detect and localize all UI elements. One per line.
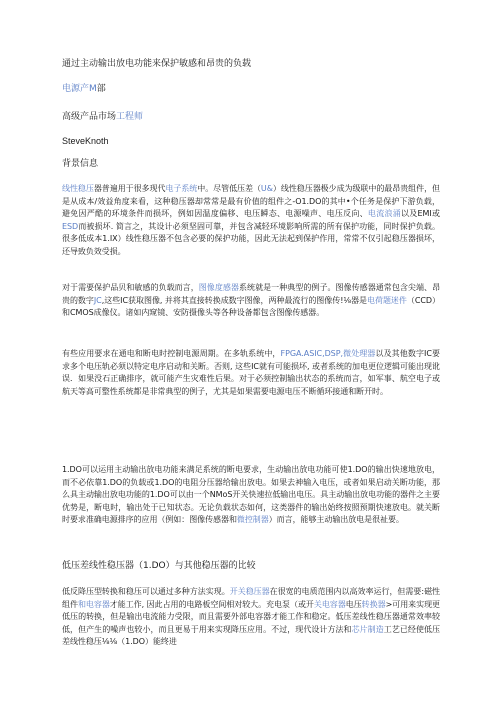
inline-link[interactable]: 电子系统 <box>165 184 198 193</box>
paragraph-text: 器普遍用于很多现代 <box>93 184 166 193</box>
paragraph-text: 在很宽的电质范围内以高效率运行，但需要:磁性组件 <box>62 587 441 609</box>
document-title: 通过主动输出放电功能来保护敏感和昂贵的负载 <box>62 59 252 69</box>
paragraph-text: 低反降压型转换和稳压可以通过多种方法实现。 <box>62 587 230 596</box>
inline-link[interactable]: 和 <box>77 599 86 609</box>
paragraph-text: 工艺已经使低压差线性稳压⅛⅛（1.DO）能终进 <box>62 624 440 646</box>
inline-link[interactable]: 电流浪涌 <box>367 209 401 218</box>
inline-link[interactable]: 转换器 <box>361 599 386 609</box>
paragraph-text: 电压 <box>345 599 362 609</box>
inline-link[interactable]: FPGA.ASIC,DSP,微处理器 <box>280 349 376 358</box>
inline-link[interactable]: 电容器 <box>85 599 110 609</box>
inline-link[interactable]: U& <box>260 184 273 193</box>
paragraph-text: 才能工作, 因此占用的电路板空间相对较大。充电泵（或开 <box>109 599 314 609</box>
paragraph-text: ）线性稳压器极少成为级联中的最昂贵组件，但是从成本/效益角度来看，这种稳压器却常常是最有价值的组件之-O1.DO的其中•个任务是保护下游负载，避免因严酷的环境条件而损坏，例如因温度偏移、电压瞬态、电源噪声、电压反向、 <box>62 184 440 218</box>
inline-link[interactable]: 图像度感器 <box>198 283 239 292</box>
section-heading: 背景信息 <box>62 159 99 169</box>
author-name: SteveKnoth <box>62 136 109 146</box>
inline-link[interactable]: ESD <box>62 221 79 231</box>
paragraph-power-sequencing <box>62 348 440 398</box>
paragraph-text: 系统就是一种典型的例子。图像传感器通常包含尖端、昂贵的数字 <box>62 283 441 305</box>
paragraph-text: 对于需要保护品贝和敏感的负载而言， <box>62 283 199 292</box>
paragraph-regulator-comparison <box>62 586 440 649</box>
paragraph-text: ,这些IC获取图像, 并将其直接转换成数字图像，两种最流行的图像传!⅛器是 <box>101 295 368 305</box>
department-suffix: 部 <box>96 84 106 94</box>
author-role-line <box>62 111 143 123</box>
inline-link[interactable]: 电荷题迷件 <box>367 295 407 305</box>
inline-link[interactable]: 微控制器 <box>236 515 269 524</box>
inline-link[interactable]: 开关稳压器 <box>229 587 270 596</box>
inline-link[interactable]: JC <box>93 295 102 305</box>
section-heading-comparison: 低压差线性稳压器（1.DO）与其他稳压器的比较 <box>62 561 256 571</box>
paragraph-text: （CCD）和CMOS成像仪。诸如内窥镜、安防摄像头等各种设备都包含图像传感器。 <box>62 295 440 317</box>
paragraph-text: >可用来实现更低压的转换，但是输出电流能力受限，而且需要外部电容器才能工作和稳定。低压差线性稳压器通常效率较低，但产生的噪声也较小，而且更易于用来实现降压应用。不过，现代设计方法和 <box>62 599 440 634</box>
paragraph-text: 中。尽管低压差（ <box>197 184 261 193</box>
role-link[interactable]: 工程师 <box>116 112 144 122</box>
department-line <box>62 83 106 95</box>
paragraph-intro <box>62 183 440 258</box>
inline-link[interactable]: 线性稳压 <box>62 184 94 193</box>
inline-link[interactable]: 芯片制造 <box>351 624 384 634</box>
paragraph-image-sensor <box>62 282 440 320</box>
inline-link[interactable]: 关电容器 <box>313 599 346 609</box>
paragraph-text: ）而言，能够主动输出放电是很祉要。 <box>268 515 404 524</box>
paragraph-active-discharge <box>62 464 440 527</box>
department-link[interactable]: 电源产M <box>62 84 97 94</box>
paragraph-text: 有些应用要求在通电和断电时控制电源周期。在多轨系统中， <box>62 349 281 358</box>
paragraph-text: 而被损坏. 简言之，其设计必须坚固可靠，并包含减轻环境影响所需的所有保护功能，同时保护负载。很多低成本1.IX）线性稳压器不包含必要的保护功能，因此无法起到保护作用，常常不仅引起稳压器损坏，还导致负效受损。 <box>62 221 440 256</box>
paragraph-text: 1.DO可以运用主动输出放电功能来满足系统的断电要求，生动输出放电功能可使1.DO的输出快速地放电，而不必依靠1.DO的负载或1.DO的电阻分压器给输出放电。如果去神输入电压，或者如果启动关断功能，那么具主动输出放电功能的1.DO可以由一个NMoS开关快速拉低输出电压。具主动输出放电功能的器件之主要优势是，断电时，输出处于已知状态。无论负载状态如何，这类器件的输出始终按照预期快速放电。就关断时要求准确电源排序的应用（例如：图像传感器和 <box>62 465 440 524</box>
role-text: 高级产品市场 <box>62 112 117 122</box>
paragraph-text: 以及EMI或 <box>401 209 440 218</box>
paragraph-text: 以及其他数字IC要求多个电压轨必须以特定电序启动和关断。否则, 这些IC就有可能损坏, 或者系统的加电更位逻辑可能出现讹误．如果没石正确排序，就可能产生灾难性后果。对于必须控制输出状态的系统而言，如军事、航空电子或航天等高可整性系统都是非常典型的例子，尤其是如果需要电源电压不断循环接通和断开时。 <box>62 349 440 396</box>
